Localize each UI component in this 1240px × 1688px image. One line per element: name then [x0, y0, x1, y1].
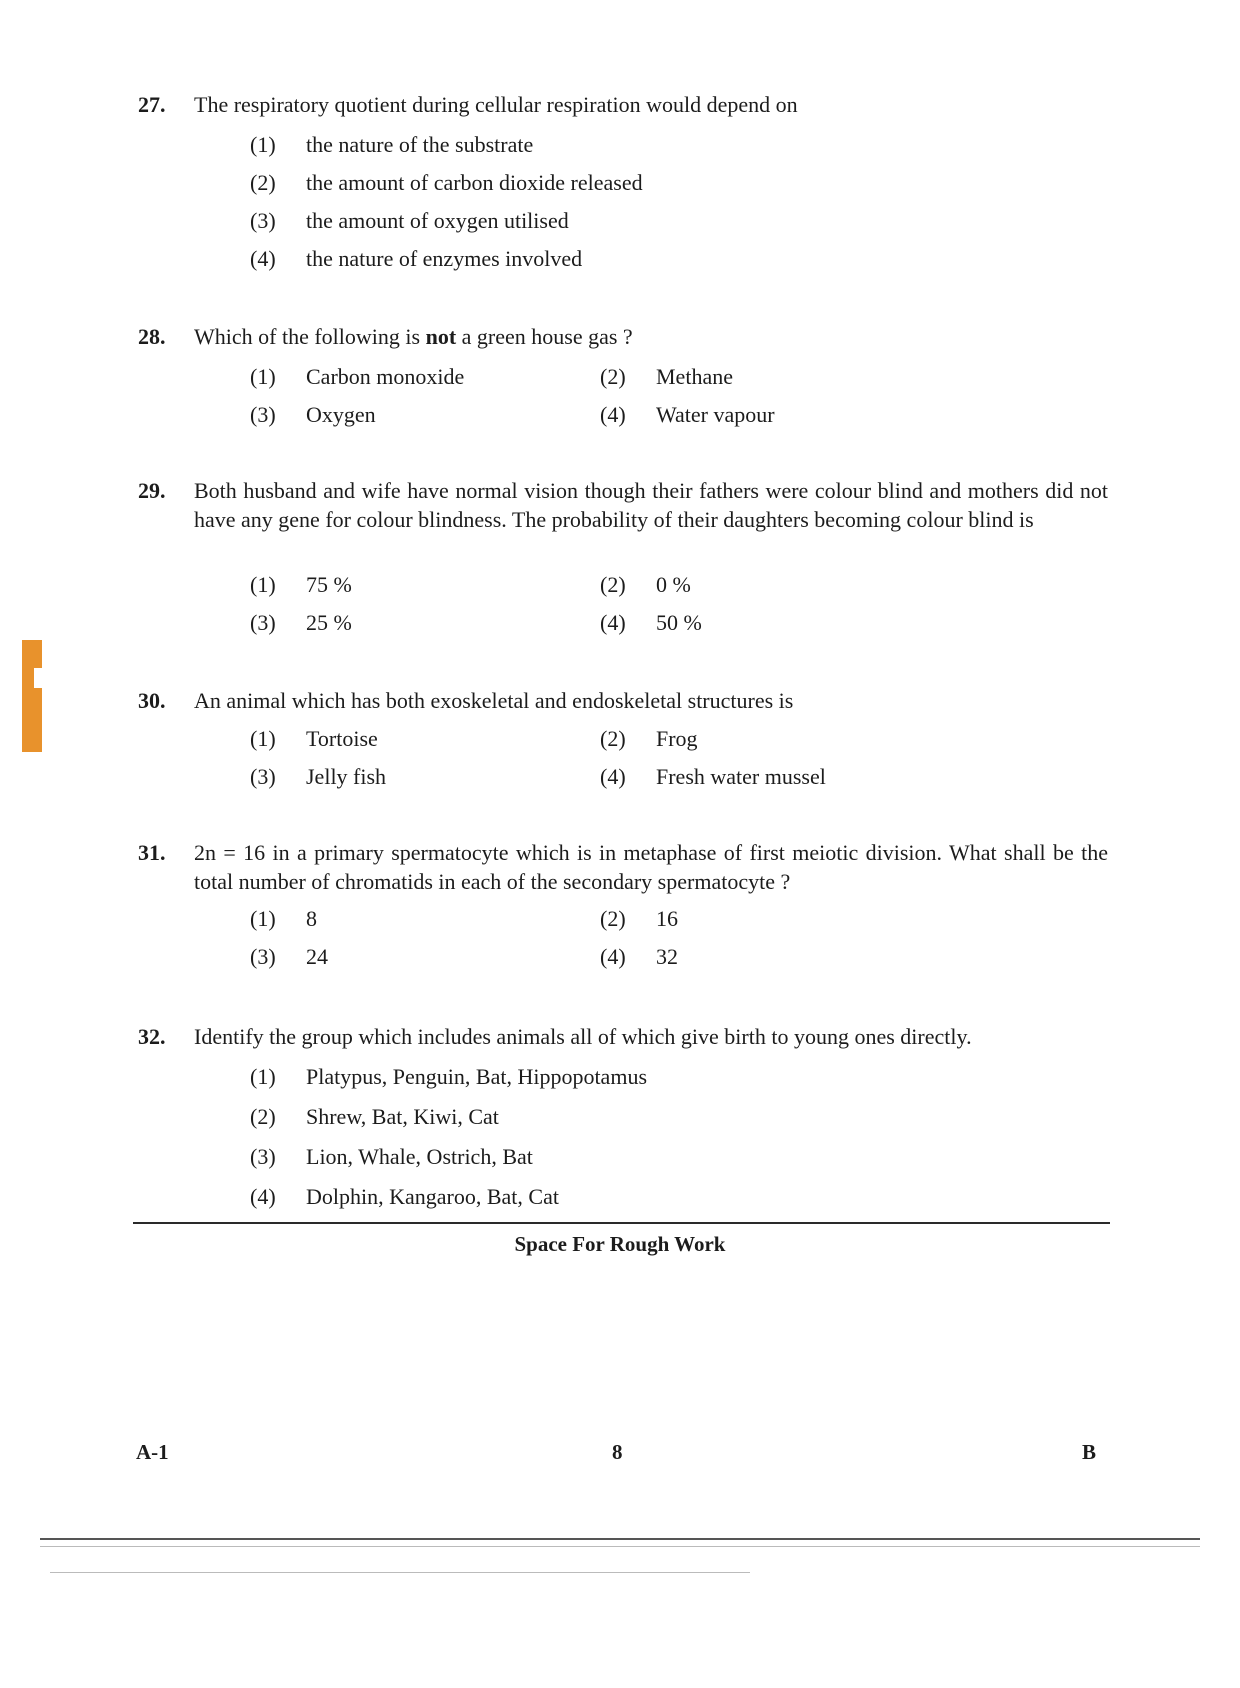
- question-number: 28.: [138, 324, 166, 349]
- option-text: 16: [656, 906, 678, 931]
- option-32-3[interactable]: [250, 1142, 533, 1171]
- footer-right: B: [1082, 1440, 1097, 1464]
- option-number: (3): [250, 402, 276, 427]
- question-30: [138, 686, 1108, 715]
- option-text: the nature of the substrate: [306, 132, 534, 157]
- question-text: An animal which has both exoskeletal and endoskeletal structures is: [194, 688, 794, 713]
- option-text: Jelly fish: [306, 764, 387, 789]
- option-text: Platypus, Penguin, Bat, Hippopotamus: [306, 1064, 647, 1089]
- question-number: 31.: [138, 840, 166, 865]
- option-30-2[interactable]: [600, 724, 698, 753]
- option-number: (3): [250, 944, 276, 969]
- option-number: (2): [250, 1104, 276, 1129]
- option-27-4[interactable]: [250, 244, 582, 273]
- question-number: 32.: [138, 1024, 166, 1049]
- option-text: Methane: [656, 364, 733, 389]
- option-32-1[interactable]: [250, 1062, 647, 1091]
- option-27-2[interactable]: [250, 168, 643, 197]
- option-text: Dolphin, Kangaroo, Bat, Cat: [306, 1184, 559, 1209]
- option-28-1[interactable]: [250, 362, 464, 391]
- option-number: (1): [250, 726, 276, 751]
- option-text: 50 %: [656, 610, 702, 635]
- option-number: (4): [600, 764, 626, 789]
- question-29: [138, 476, 1108, 534]
- option-text: Water vapour: [656, 402, 775, 427]
- question-number: 30.: [138, 688, 166, 713]
- option-32-2[interactable]: [250, 1102, 499, 1131]
- option-32-4[interactable]: [250, 1182, 559, 1211]
- option-30-3[interactable]: [250, 762, 386, 791]
- option-text: 32: [656, 944, 678, 969]
- option-29-1[interactable]: [250, 570, 352, 599]
- option-number: (1): [250, 132, 276, 157]
- scan-edge-line: [50, 1572, 750, 1573]
- option-30-4[interactable]: [600, 762, 826, 791]
- option-27-3[interactable]: [250, 206, 569, 235]
- option-number: (4): [600, 402, 626, 427]
- option-number: (2): [600, 726, 626, 751]
- scan-edge-line: [40, 1546, 1200, 1547]
- binding-mark-notch: [34, 668, 42, 688]
- option-number: (2): [600, 364, 626, 389]
- rough-work-divider: [133, 1222, 1110, 1224]
- option-31-3[interactable]: [250, 942, 328, 971]
- option-30-1[interactable]: [250, 724, 378, 753]
- option-number: (1): [250, 1064, 276, 1089]
- option-text: 24: [306, 944, 328, 969]
- option-text: 75 %: [306, 572, 352, 597]
- option-number: (4): [600, 610, 626, 635]
- footer-left: A-1: [136, 1440, 169, 1464]
- option-text: Shrew, Bat, Kiwi, Cat: [306, 1104, 499, 1129]
- scan-edge-line: [40, 1538, 1200, 1540]
- option-text: Fresh water mussel: [656, 764, 826, 789]
- option-text: 0 %: [656, 572, 691, 597]
- option-number: (3): [250, 764, 276, 789]
- option-text: 25 %: [306, 610, 352, 635]
- option-text: 8: [306, 906, 317, 931]
- option-number: (2): [600, 572, 626, 597]
- question-number: 27.: [138, 92, 166, 117]
- question-number: 29.: [138, 478, 166, 503]
- option-28-3[interactable]: [250, 400, 376, 429]
- question-text: Identify the group which includes animals all of which give birth to young ones directly.: [194, 1024, 972, 1049]
- question-text: 2n = 16 in a primary spermatocyte which is in metaphase of first meiotic division. What shall be the total number of chromatids in each of the secondary spermatocyte ?: [194, 840, 1108, 894]
- option-number: (3): [250, 610, 276, 635]
- option-27-1[interactable]: [250, 130, 533, 159]
- option-text: Lion, Whale, Ostrich, Bat: [306, 1144, 533, 1169]
- option-28-4[interactable]: [600, 400, 775, 429]
- option-number: (3): [250, 208, 276, 233]
- question-27: [138, 90, 1108, 119]
- option-text: the amount of oxygen utilised: [306, 208, 569, 233]
- option-text: the amount of carbon dioxide released: [306, 170, 643, 195]
- question-31: [138, 838, 1108, 896]
- option-number: (1): [250, 364, 276, 389]
- option-text: Frog: [656, 726, 698, 751]
- option-31-1[interactable]: [250, 904, 317, 933]
- option-text: the nature of enzymes involved: [306, 246, 583, 271]
- option-number: (4): [250, 246, 276, 271]
- question-text: Which of the following is not a green house gas ?: [194, 324, 633, 349]
- option-28-2[interactable]: [600, 362, 733, 391]
- option-31-4[interactable]: [600, 942, 678, 971]
- option-text: Carbon monoxide: [306, 364, 465, 389]
- option-text: Oxygen: [306, 402, 376, 427]
- option-number: (4): [600, 944, 626, 969]
- binding-mark: [22, 640, 42, 752]
- option-number: (1): [250, 572, 276, 597]
- option-29-4[interactable]: [600, 608, 702, 637]
- option-text: Tortoise: [306, 726, 378, 751]
- question-28: [138, 322, 1108, 351]
- option-number: (2): [600, 906, 626, 931]
- question-32: [138, 1022, 1108, 1051]
- question-text: The respiratory quotient during cellular respiration would depend on: [194, 92, 798, 117]
- option-number: (2): [250, 170, 276, 195]
- page-number: 8: [612, 1440, 623, 1464]
- rough-work-label: Space For Rough Work: [514, 1232, 726, 1256]
- option-31-2[interactable]: [600, 904, 678, 933]
- question-text: Both husband and wife have normal vision though their fathers were colour blind and mothers did not have any gene for colour blindness. The probability of their daughters becoming colour blind is: [194, 478, 1108, 532]
- option-number: (1): [250, 906, 276, 931]
- option-29-3[interactable]: [250, 608, 352, 637]
- option-29-2[interactable]: [600, 570, 691, 599]
- option-number: (4): [250, 1184, 276, 1209]
- option-number: (3): [250, 1144, 276, 1169]
